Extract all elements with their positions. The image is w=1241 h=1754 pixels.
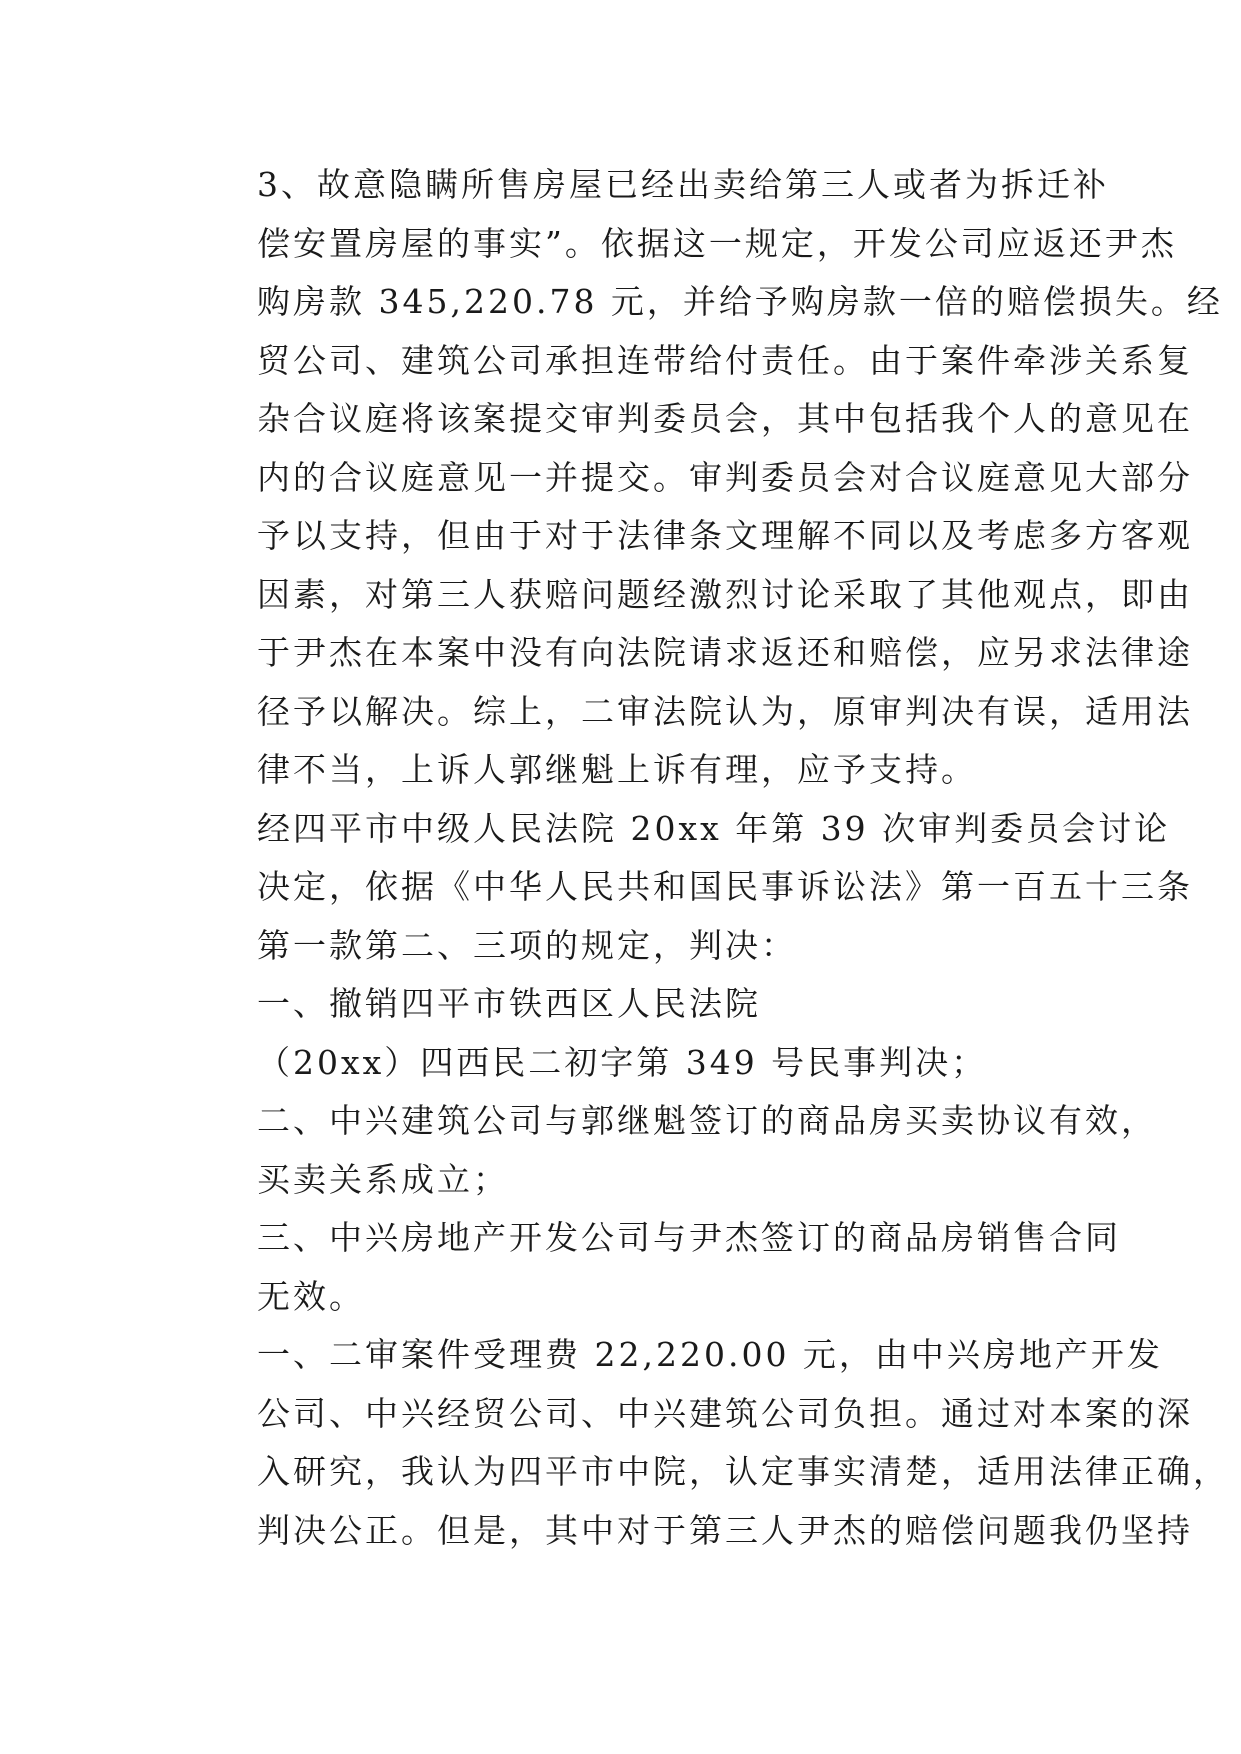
text-line: 判决公正。但是，其中对于第三人尹杰的赔偿问题我仍坚持: [257, 1510, 1193, 1550]
paragraph: [191, 1034, 1051, 1093]
text-line: 购房款 345,220.78 元，并给予购房款一倍的赔偿损失。经: [257, 282, 1223, 321]
text-line: 二、中兴建筑公司与郭继魁签订的商品房买卖协议有效，: [257, 1101, 1157, 1140]
text-line: 决定，依据《中华人民共和国民事诉讼法》第一百五十三条: [257, 867, 1193, 906]
text-line: 公司、中兴经贸公司、中兴建筑公司负担。通过对本案的深: [257, 1393, 1193, 1433]
text-line: 无效。: [257, 1276, 365, 1316]
text-line: 于尹杰在本案中没有向法院请求返还和赔偿，应另求法律途: [257, 633, 1193, 672]
text-line: 一、二审案件受理费 22,220.00 元，由中兴房地产开发: [257, 1335, 1163, 1374]
text-line: （20xx）四西民二初字第 349 号民事判决；: [257, 1042, 988, 1082]
paragraph: [191, 800, 1193, 976]
paragraph: [191, 975, 1051, 1034]
text-line: 偿安置房屋的事实”。依据这一规定，开发公司应返还尹杰: [257, 223, 1177, 263]
text-line: 入研究，我认为四平市中院，认定事实清楚，适用法律正确，: [257, 1452, 1229, 1491]
text-line: 一、撤销四平市铁西区人民法院: [257, 984, 761, 1023]
text-line: 三、中兴房地产开发公司与尹杰签订的商品房销售合同: [257, 1218, 1121, 1257]
paragraph: [191, 1209, 1121, 1326]
text-line: 杂合议庭将该案提交审判委员会，其中包括我个人的意见在: [257, 399, 1193, 438]
text-line: 贸公司、建筑公司承担连带给付责任。由于案件牵涉关系复: [257, 340, 1193, 380]
text-line: 第一款第二、三项的规定，判决：: [257, 925, 797, 965]
text-line: 径予以解决。综上，二审法院认为，原审判决有误，适用法: [257, 691, 1193, 731]
document-body: [191, 156, 1229, 1560]
paragraph: [191, 156, 1223, 800]
text-line: 内的合议庭意见一并提交。审判委员会对合议庭意见大部分: [257, 457, 1193, 497]
paragraph: [191, 1326, 1229, 1560]
text-line: 予以支持，但由于对于法律条文理解不同以及考虑多方客观: [257, 516, 1193, 555]
text-line: 经四平市中级人民法院 20xx 年第 39 次审判委员会讨论: [257, 808, 1171, 848]
paragraph: [191, 1092, 1157, 1209]
text-line: 买卖关系成立；: [257, 1159, 509, 1199]
text-line: 律不当，上诉人郭继魁上诉有理，应予支持。: [257, 750, 977, 789]
text-line: 3、故意隐瞒所售房屋已经出卖给第三人或者为拆迁补: [257, 165, 1109, 204]
text-line: 因素，对第三人获赔问题经激烈讨论采取了其他观点，即由: [257, 574, 1193, 614]
